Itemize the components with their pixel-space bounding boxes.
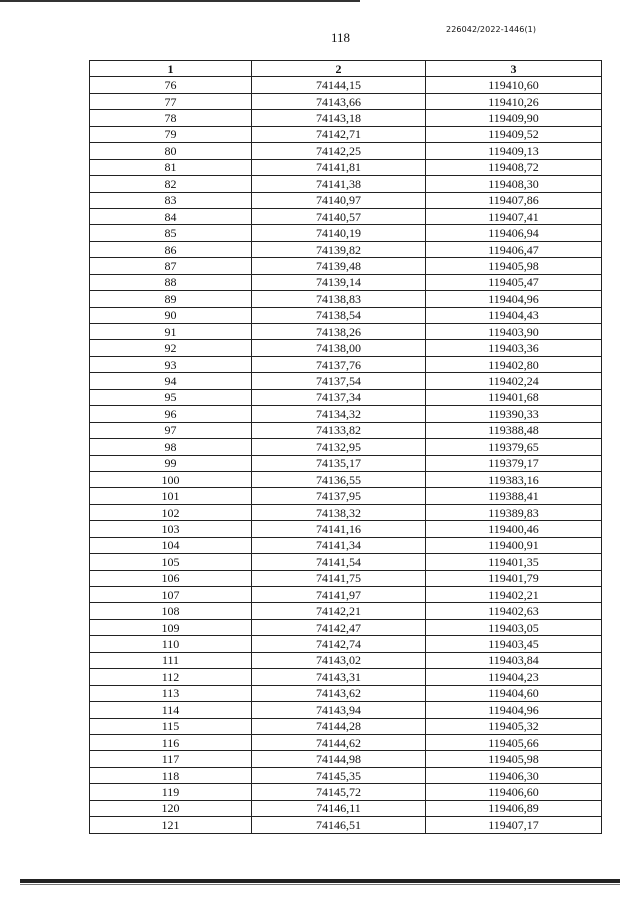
y-coordinate-cell: 119405,98 — [426, 258, 602, 274]
point-number-cell: 90 — [90, 307, 252, 323]
x-coordinate-cell: 74145,35 — [252, 767, 426, 783]
x-coordinate-cell: 74138,54 — [252, 307, 426, 323]
point-number-cell: 86 — [90, 241, 252, 257]
point-number-cell: 97 — [90, 422, 252, 438]
x-coordinate-cell: 74141,75 — [252, 570, 426, 586]
point-number-cell: 83 — [90, 192, 252, 208]
y-coordinate-cell: 119390,33 — [426, 406, 602, 422]
coordinates-table — [89, 60, 602, 834]
x-coordinate-cell: 74139,82 — [252, 241, 426, 257]
table-row — [90, 554, 602, 570]
table-row — [90, 110, 602, 126]
point-number-cell: 117 — [90, 751, 252, 767]
point-number-cell: 108 — [90, 603, 252, 619]
point-number-cell: 87 — [90, 258, 252, 274]
y-coordinate-cell: 119404,43 — [426, 307, 602, 323]
y-coordinate-cell: 119404,96 — [426, 702, 602, 718]
x-coordinate-cell: 74138,83 — [252, 291, 426, 307]
point-number-cell: 118 — [90, 767, 252, 783]
x-coordinate-cell: 74145,72 — [252, 784, 426, 800]
x-coordinate-cell: 74141,34 — [252, 537, 426, 553]
table-row — [90, 291, 602, 307]
table-row — [90, 455, 602, 471]
table-row — [90, 784, 602, 800]
point-number-cell: 99 — [90, 455, 252, 471]
y-coordinate-cell: 119383,16 — [426, 471, 602, 487]
point-number-cell: 100 — [90, 471, 252, 487]
point-number-cell: 115 — [90, 718, 252, 734]
table-row — [90, 669, 602, 685]
point-number-cell: 101 — [90, 488, 252, 504]
table-body — [90, 77, 602, 833]
table-row — [90, 77, 602, 93]
x-coordinate-cell: 74141,97 — [252, 587, 426, 603]
table-row — [90, 439, 602, 455]
y-coordinate-cell: 119403,45 — [426, 636, 602, 652]
point-number-cell: 93 — [90, 356, 252, 372]
y-coordinate-cell: 119401,79 — [426, 570, 602, 586]
x-coordinate-cell: 74141,54 — [252, 554, 426, 570]
point-number-cell: 96 — [90, 406, 252, 422]
x-coordinate-cell: 74141,38 — [252, 176, 426, 192]
x-coordinate-cell: 74141,16 — [252, 521, 426, 537]
point-number-cell: 92 — [90, 340, 252, 356]
x-coordinate-cell: 74133,82 — [252, 422, 426, 438]
y-coordinate-cell: 119400,91 — [426, 537, 602, 553]
point-number-cell: 103 — [90, 521, 252, 537]
x-coordinate-cell: 74137,34 — [252, 389, 426, 405]
y-coordinate-cell: 119402,63 — [426, 603, 602, 619]
point-number-cell: 85 — [90, 225, 252, 241]
point-number-cell: 79 — [90, 126, 252, 142]
table-row — [90, 225, 602, 241]
y-coordinate-cell: 119388,41 — [426, 488, 602, 504]
x-coordinate-cell: 74137,76 — [252, 356, 426, 372]
y-coordinate-cell: 119407,41 — [426, 208, 602, 224]
point-number-cell: 110 — [90, 636, 252, 652]
point-number-cell: 95 — [90, 389, 252, 405]
table-row — [90, 636, 602, 652]
point-number-cell: 82 — [90, 176, 252, 192]
point-number-cell: 91 — [90, 324, 252, 340]
y-coordinate-cell: 119408,72 — [426, 159, 602, 175]
table-row — [90, 258, 602, 274]
point-number-cell: 121 — [90, 817, 252, 833]
table-row — [90, 143, 602, 159]
y-coordinate-cell: 119406,89 — [426, 800, 602, 816]
point-number-cell: 105 — [90, 554, 252, 570]
table-row — [90, 307, 602, 323]
point-number-cell: 78 — [90, 110, 252, 126]
table-row — [90, 356, 602, 372]
y-coordinate-cell: 119408,30 — [426, 176, 602, 192]
y-coordinate-cell: 119402,80 — [426, 356, 602, 372]
point-number-cell: 89 — [90, 291, 252, 307]
table-row — [90, 192, 602, 208]
y-coordinate-cell: 119404,96 — [426, 291, 602, 307]
point-number-cell: 120 — [90, 800, 252, 816]
table-row — [90, 373, 602, 389]
x-coordinate-cell: 74138,00 — [252, 340, 426, 356]
table-row — [90, 126, 602, 142]
y-coordinate-cell: 119379,17 — [426, 455, 602, 471]
x-coordinate-cell: 74135,17 — [252, 455, 426, 471]
x-coordinate-cell: 74143,31 — [252, 669, 426, 685]
column-header-3: 3 — [426, 61, 602, 77]
table-row — [90, 685, 602, 701]
y-coordinate-cell: 119405,32 — [426, 718, 602, 734]
table-row — [90, 570, 602, 586]
table-row — [90, 718, 602, 734]
x-coordinate-cell: 74146,51 — [252, 817, 426, 833]
x-coordinate-cell: 74142,71 — [252, 126, 426, 142]
y-coordinate-cell: 119405,66 — [426, 734, 602, 750]
y-coordinate-cell: 119388,48 — [426, 422, 602, 438]
table-row — [90, 208, 602, 224]
x-coordinate-cell: 74144,98 — [252, 751, 426, 767]
x-coordinate-cell: 74146,11 — [252, 800, 426, 816]
x-coordinate-cell: 74143,94 — [252, 702, 426, 718]
table-row — [90, 176, 602, 192]
y-coordinate-cell: 119401,35 — [426, 554, 602, 570]
table-row — [90, 537, 602, 553]
y-coordinate-cell: 119403,05 — [426, 619, 602, 635]
x-coordinate-cell: 74138,32 — [252, 504, 426, 520]
table-row — [90, 389, 602, 405]
x-coordinate-cell: 74144,62 — [252, 734, 426, 750]
x-coordinate-cell: 74140,97 — [252, 192, 426, 208]
point-number-cell: 111 — [90, 652, 252, 668]
x-coordinate-cell: 74141,81 — [252, 159, 426, 175]
x-coordinate-cell: 74142,25 — [252, 143, 426, 159]
table-row — [90, 274, 602, 290]
x-coordinate-cell: 74143,62 — [252, 685, 426, 701]
table-row — [90, 817, 602, 833]
table-row — [90, 340, 602, 356]
page-number: 118 — [331, 30, 351, 45]
y-coordinate-cell: 119405,98 — [426, 751, 602, 767]
table-row — [90, 504, 602, 520]
x-coordinate-cell: 74143,02 — [252, 652, 426, 668]
table-row — [90, 767, 602, 783]
y-coordinate-cell: 119389,83 — [426, 504, 602, 520]
y-coordinate-cell: 119410,26 — [426, 93, 602, 109]
y-coordinate-cell: 119404,23 — [426, 669, 602, 685]
x-coordinate-cell: 74142,74 — [252, 636, 426, 652]
x-coordinate-cell: 74142,21 — [252, 603, 426, 619]
point-number-cell: 98 — [90, 439, 252, 455]
y-coordinate-cell: 119403,90 — [426, 324, 602, 340]
table-row — [90, 422, 602, 438]
column-header-2: 2 — [252, 61, 426, 77]
table-header-row — [90, 61, 602, 77]
point-number-cell: 76 — [90, 77, 252, 93]
table-row — [90, 324, 602, 340]
x-coordinate-cell: 74138,26 — [252, 324, 426, 340]
bottom-edge-rule — [20, 879, 620, 883]
x-coordinate-cell: 74134,32 — [252, 406, 426, 422]
point-number-cell: 104 — [90, 537, 252, 553]
point-number-cell: 109 — [90, 619, 252, 635]
table-row — [90, 488, 602, 504]
point-number-cell: 114 — [90, 702, 252, 718]
table-row — [90, 587, 602, 603]
y-coordinate-cell: 119402,21 — [426, 587, 602, 603]
point-number-cell: 77 — [90, 93, 252, 109]
y-coordinate-cell: 119407,86 — [426, 192, 602, 208]
y-coordinate-cell: 119403,84 — [426, 652, 602, 668]
x-coordinate-cell: 74137,54 — [252, 373, 426, 389]
y-coordinate-cell: 119400,46 — [426, 521, 602, 537]
table-row — [90, 652, 602, 668]
x-coordinate-cell: 74132,95 — [252, 439, 426, 455]
x-coordinate-cell: 74139,48 — [252, 258, 426, 274]
y-coordinate-cell: 119402,24 — [426, 373, 602, 389]
point-number-cell: 107 — [90, 587, 252, 603]
y-coordinate-cell: 119410,60 — [426, 77, 602, 93]
point-number-cell: 113 — [90, 685, 252, 701]
x-coordinate-cell: 74143,18 — [252, 110, 426, 126]
point-number-cell: 119 — [90, 784, 252, 800]
x-coordinate-cell: 74137,95 — [252, 488, 426, 504]
table-row — [90, 751, 602, 767]
y-coordinate-cell: 119406,94 — [426, 225, 602, 241]
x-coordinate-cell: 74139,14 — [252, 274, 426, 290]
table-row — [90, 619, 602, 635]
table-row — [90, 734, 602, 750]
point-number-cell: 84 — [90, 208, 252, 224]
table-row — [90, 603, 602, 619]
table-row — [90, 406, 602, 422]
table-row — [90, 521, 602, 537]
bottom-edge-rule-thin — [20, 884, 620, 885]
y-coordinate-cell: 119379,65 — [426, 439, 602, 455]
point-number-cell: 112 — [90, 669, 252, 685]
y-coordinate-cell: 119406,60 — [426, 784, 602, 800]
x-coordinate-cell: 74140,19 — [252, 225, 426, 241]
y-coordinate-cell: 119403,36 — [426, 340, 602, 356]
table-row — [90, 93, 602, 109]
table-row — [90, 241, 602, 257]
point-number-cell: 116 — [90, 734, 252, 750]
y-coordinate-cell: 119409,52 — [426, 126, 602, 142]
x-coordinate-cell: 74136,55 — [252, 471, 426, 487]
point-number-cell: 102 — [90, 504, 252, 520]
table-row — [90, 471, 602, 487]
column-header-1: 1 — [90, 61, 252, 77]
y-coordinate-cell: 119401,68 — [426, 389, 602, 405]
point-number-cell: 80 — [90, 143, 252, 159]
x-coordinate-cell: 74143,66 — [252, 93, 426, 109]
point-number-cell: 88 — [90, 274, 252, 290]
document-code: 226042/2022-1446(1) — [446, 25, 537, 34]
point-number-cell: 106 — [90, 570, 252, 586]
x-coordinate-cell: 74144,15 — [252, 77, 426, 93]
table-row — [90, 800, 602, 816]
table-row — [90, 702, 602, 718]
y-coordinate-cell: 119405,47 — [426, 274, 602, 290]
y-coordinate-cell: 119409,13 — [426, 143, 602, 159]
top-edge-rule — [0, 0, 360, 2]
x-coordinate-cell: 74144,28 — [252, 718, 426, 734]
point-number-cell: 81 — [90, 159, 252, 175]
y-coordinate-cell: 119406,47 — [426, 241, 602, 257]
y-coordinate-cell: 119404,60 — [426, 685, 602, 701]
point-number-cell: 94 — [90, 373, 252, 389]
y-coordinate-cell: 119406,30 — [426, 767, 602, 783]
x-coordinate-cell: 74142,47 — [252, 619, 426, 635]
y-coordinate-cell: 119409,90 — [426, 110, 602, 126]
x-coordinate-cell: 74140,57 — [252, 208, 426, 224]
y-coordinate-cell: 119407,17 — [426, 817, 602, 833]
table-row — [90, 159, 602, 175]
